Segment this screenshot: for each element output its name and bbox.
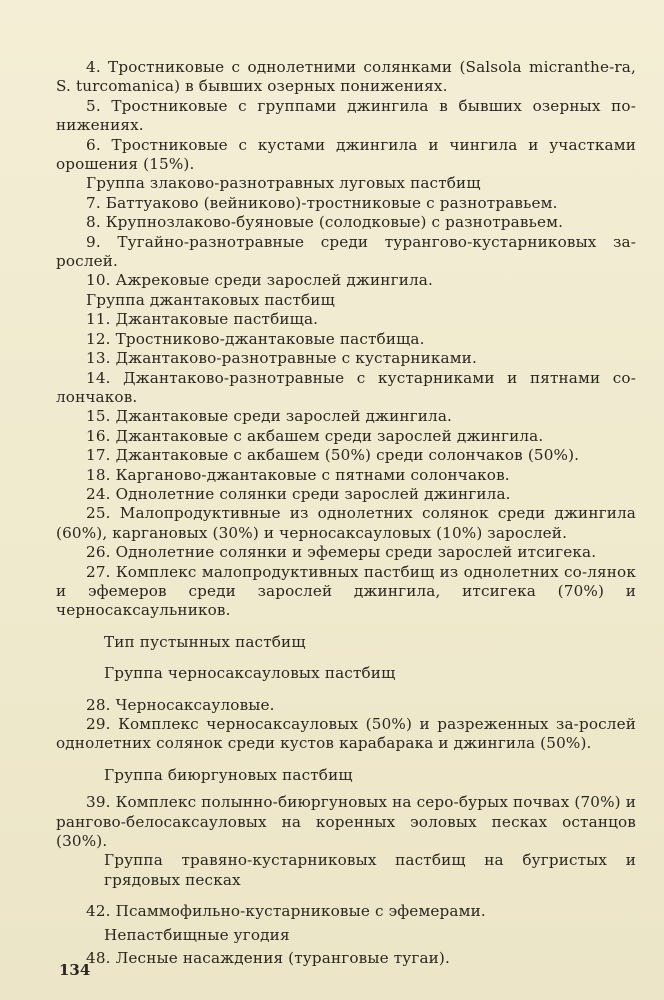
page-text [56,58,636,968]
legend-item-17: 17. Джантаковые с акбашем (50%) среди солончаков (50%). [86,446,580,465]
legend-item-27: 27. Комплекс малопродуктивных пастбищ из однолетних со-лянок и эфемеров среди зарослей джингила, итсигека (70%) и черносаксаульников. [56,562,636,620]
page-number: 134 [59,961,91,979]
legend-item-12: 12. Тростниково-джантаковые пастбища. [86,329,425,348]
legend-item-48: 48. Лесные насаждения (туранговые тугаи). [86,949,450,968]
legend-item-26: 26. Однолетние солянки и эфемеры среди зарослей итсигека. [86,543,597,562]
legend-item-10: 10. Ажрековые среди зарослей джингила. [86,271,433,290]
group-heading-saxaul: Группа черносаксауловых пастбищ [104,664,396,683]
legend-item-4: 4. Тростниковые с однолетними солянками (Salsola micranthe-ra, S. turcomanica) в бывших озерных понижениях. [56,58,636,96]
legend-item-7: 7. Баттуаково (вейниково)-тростниковые с разнотравьем. [86,193,558,212]
legend-item-18: 18. Карганово-джантаковые с пятнами солончаков. [86,465,510,484]
heading-non-pasture: Непастбищные угодия [104,925,290,944]
legend-item-28: 28. Черносаксауловые. [86,695,275,714]
legend-item-16: 16. Джантаковые с акбашем среди зарослей джингила. [86,426,544,445]
legend-item-13: 13. Джантаково-разнотравные с кустарниками. [86,349,477,368]
group-heading-meadow: Группа злаково-разнотравных луговых пастбищ [86,174,481,193]
legend-item-11: 11. Джантаковые пастбища. [86,310,319,329]
group-heading-shrub: Группа травяно-кустарниковых пастбищ на бугристых и грядовых песках [104,851,636,889]
legend-item-29: 29. Комплекс черносаксауловых (50%) и разреженных за-рослей однолетних солянок среди кустов карабарака и джингила (50%). [56,715,636,753]
legend-item-15: 15. Джантаковые среди зарослей джингила. [86,407,453,426]
legend-item-8: 8. Крупнозлаково-буяновые (солодковые) с разнотравьем. [86,213,564,232]
legend-item-42: 42. Псаммофильно-кустарниковые с эфемерами. [86,902,486,921]
type-heading-desert: Тип пустынных пастбищ [104,632,306,651]
legend-item-24: 24. Однолетние солянки среди зарослей джингила. [86,484,511,503]
legend-item-14: 14. Джантаково-разнотравные с кустарниками и пятнами со-лончаков. [56,368,636,406]
legend-item-39: 39. Комплекс полынно-биюргуновых на серо-бурых почвах (70%) и рангово-белосаксауловых на коренных эоловых песках останцов (30%). [56,793,636,851]
group-heading-djantak: Группа джантаковых пастбищ [86,290,335,309]
legend-item-25: 25. Малопродуктивные из однолетних солянок среди джингила (60%), каргановых (30%) и черносаксауловых (10%) зарослей. [56,504,636,542]
legend-item-5: 5. Тростниковые с группами джингила в бывших озерных по-нижениях. [56,96,636,135]
group-heading-biurgun: Группа биюргуновых пастбищ [104,765,353,784]
legend-item-6: 6. Тростниковые с кустами джингила и чингила и участками орошения (15%). [56,135,636,174]
legend-item-9: 9. Тугайно-разнотравные среди турангово-кустарниковых за-рослей. [56,232,636,271]
